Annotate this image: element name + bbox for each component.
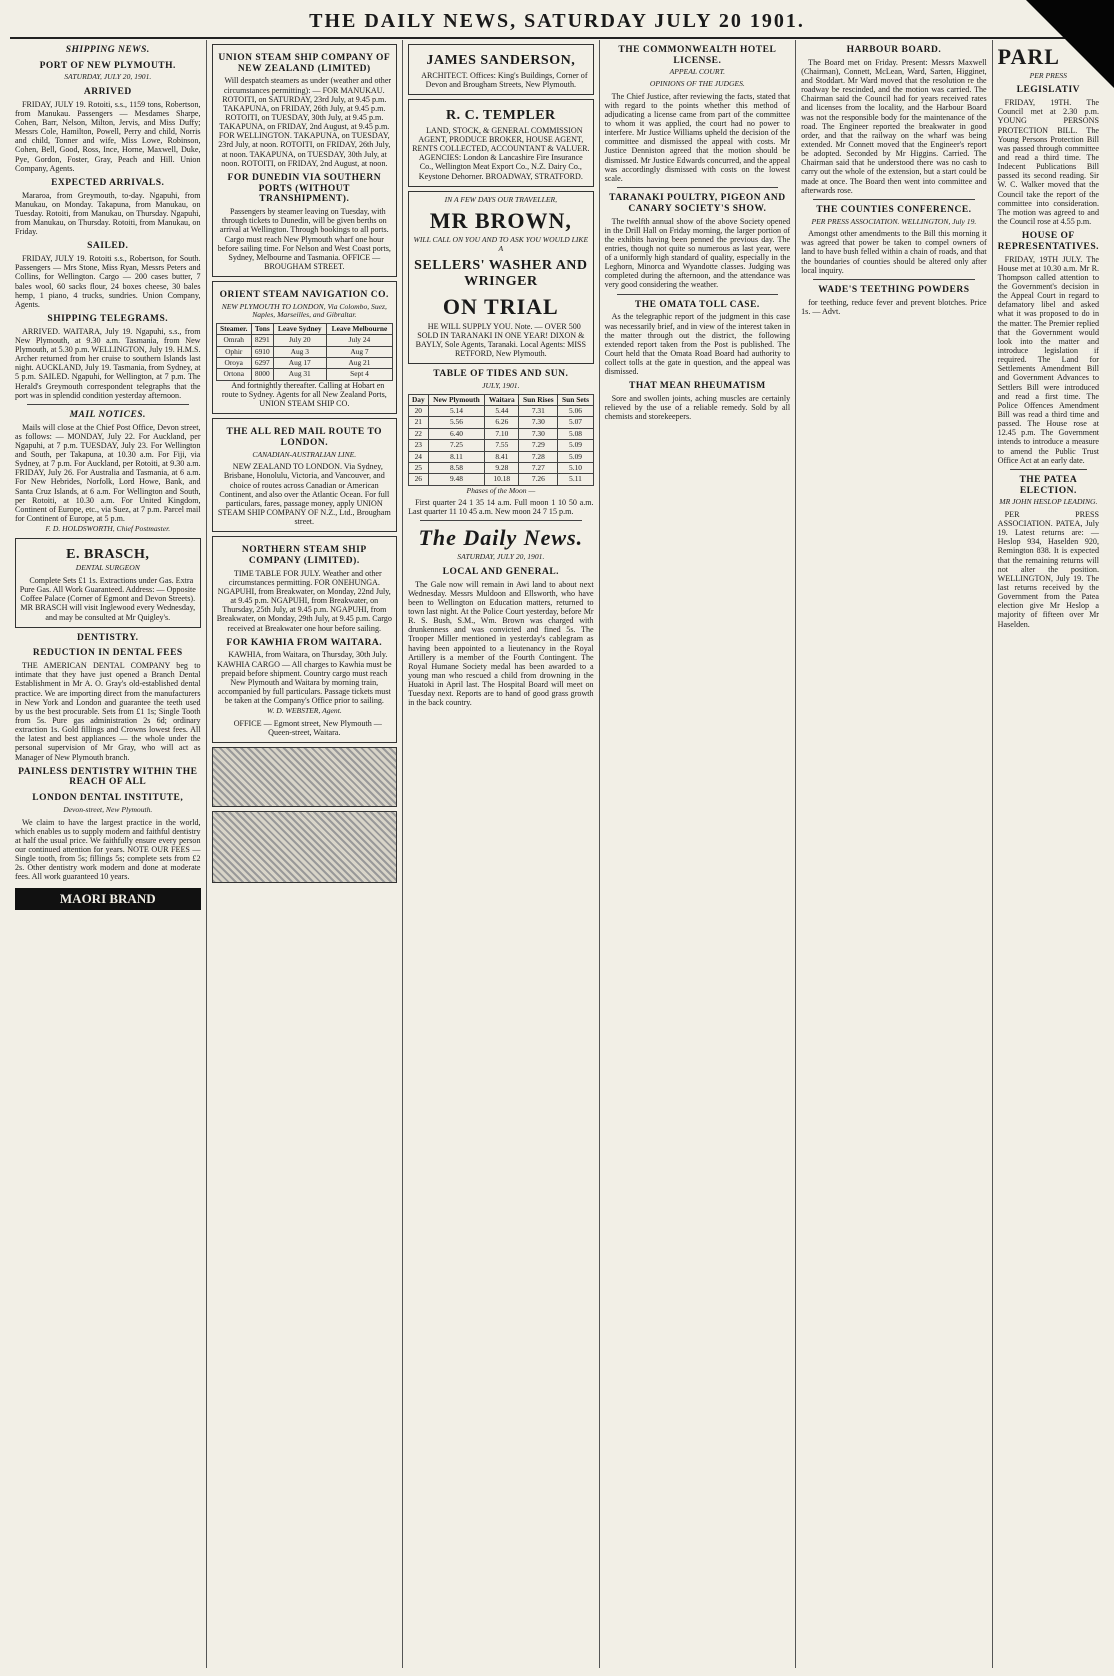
local-heading: LOCAL AND GENERAL. [442,566,560,577]
column-parliament [992,40,1104,1668]
kawhia-heading: FOR KAWHIA FROM WAITARA. [226,637,383,648]
table-cell: 10.18 [485,474,519,485]
patea-sub: MR JOHN HESLOP LEADING. [999,497,1098,507]
patea-text: PER PRESS ASSOCIATION. PATEA, July 19. Latest returns are: — Heslop 934, Haselden 920, Remington 838. It is expected that the remaining returns will not alter the position. WELLINGTON, July 19. The last returns received by the Government from the Patea election give Mr Heslop a majority of fifteen over Mr Haselden. [997,509,1099,629]
torn-corner [1026,0,1114,88]
sanderson-text: ARCHITECT. Offices: King's Buildings, Corner of Devon and Brougham Streets, New Plymouth. [421,70,588,89]
table-header: Leave Melbourne [326,323,392,334]
table-row [409,417,594,428]
tides-sub: JULY, 1901. [482,381,520,391]
table-cell: Ophir [216,346,251,357]
dentist-name: E. BRASCH, [66,546,150,562]
union-heading: UNION STEAM SHIP COMPANY OF NEW ZEALAND (LIMITED) [218,53,391,74]
table-cell: 7.27 [519,462,558,473]
table-cell: 5.07 [558,417,593,428]
templer-text: LAND, STOCK, & GENERAL COMMISSION AGENT, PRODUCE BROKER, HOUSE AGENT, RENTS COLLECTED, ACCOUNTANT & VALUER. AGENCIES: London & Lancashire Fire Insurance Co., Wellington Meat Export Co., N.Z. Dairy Co., Keystone Dehorner. BROADWAY, STRATFORD. [412,125,590,181]
mail-heading: MAIL NOTICES. [69,409,146,420]
table-cell: Omrah [216,335,251,346]
table-cell: 5.56 [428,417,485,428]
divider [420,520,582,521]
divider [813,279,975,280]
painless-heading: PAINLESS DENTISTRY WITHIN THE REACH OF ALL [18,766,198,788]
table-cell: July 20 [273,335,326,346]
telegrams-heading: SHIPPING TELEGRAMS. [47,313,169,324]
table-header: Steamer. [216,323,251,334]
table-cell: 5.09 [558,451,593,462]
house-text: FRIDAY, 19TH JULY. The House met at 10.30 a.m. Mr R. Thompson called attention to the Government's decision in the Appeal Court in regard to defamatory libel and asked what it was proposed to do in the matter. The Premier replied that the Government would look into the matter and introduce legislation if required. The Land for Settlements Amendment Bill and Government Advances to Settlers Bill were introduced and read a first time. The Police Offences Amendment Bill was read a third time and passed. The House rose at 12.45 p.m. The Government intends to introduce a measure to amend the Public Trust Office Act at an early date. [997,254,1099,465]
tides-table [408,394,594,486]
dentist-text: Complete Sets £1 1s. Extractions under Gas. Extra Pure Gas. All Work Guaranteed. Address: — Opposite Coffee Palace (Corner of Egmont and Devon Streets). MR BRASCH will visit Inglewood every Wednesday, and may be consulted at Mr Quigley's. [19,576,196,622]
table-header: New Plymouth [428,394,485,405]
table-row [409,451,594,462]
dentistry-sub: REDUCTION IN DENTAL FEES [32,648,183,659]
divider [617,294,779,295]
allred-sub: CANADIAN-AUSTRALIAN LINE. [252,449,357,459]
table-row [409,462,594,473]
institute-heading: LONDON DENTAL INSTITUTE, [32,793,184,804]
washer-ad [408,191,594,365]
tides-heading: TABLE OF TIDES AND SUN. [433,369,569,380]
table-cell: 5.09 [558,440,593,451]
wade-text: for teething, reduce fever and prevent blotches. Price 1s. — Advt. [801,297,987,316]
table-cell: July 24 [326,335,392,346]
table-cell: Aug 21 [326,358,392,369]
legislative-text: FRIDAY, 19TH. The Council met at 2.30 p.m. YOUNG PERSONS PROTECTION BILL. The Young Persons Protection Bill was passed through committee and read a third time. The Indecent Publications Bill passed its second reading. Sir W. C. Walker moved that the Council take the report of the committee into consideration. The motion was agreed to and the Council rose at 4.55 p.m. [997,98,1099,226]
sailed-text: FRIDAY, JULY 19. Rotoiti s.s., Robertson, for South. Passengers — Mrs Stone, Miss Ryan, Messrs Peters and Collins, for Wellington. Cargo — 200 cases butter, 7 bales wool, 60 sacks flour, 24 boxes cheese, 30 bales hemp, 1 piano, 4 trucks, sundries. Union Company, Agents. [15,254,201,309]
sanderson-ad [408,44,594,95]
brown-lead: IN A FEW DAYS OUR TRAVELLER, [444,194,558,204]
orient-ad [212,281,398,414]
trial-text: HE WILL SUPPLY YOU. Note. — OVER 500 SOLD IN TARANAKI IN ONE YEAR! DIXON & BAYLY, Sole Agents, Taranaki. Local Agents: MISS RETFORD, New Plymouth. [415,321,587,359]
orient-heading: ORIENT STEAM NAVIGATION CO. [219,290,389,301]
poultry-heading: TARANAKI POULTRY, PIGEON AND CANARY SOCIETY'S SHOW. [609,193,786,214]
local-text: The Gale now will remain in Awi land to about next Wednesday. Messrs Muldoon and Ellsworth, who have been to Wellington on Education matters, returned to town last night. At the Police Court yesterday, before Mr R. S. Bush, S.M., Wm. Brown was charged with drunkenness and was convicted and fined 5s. The Trooper Miller mentioned in yesterday's cablegram as having been appointed to a lieutenancy in the Royal Artillery is a member of the Fourth Contingent. The Royal Humane Society medal has been awarded to a young man who rescued a child from drowning in the Huatoki in April last. The Hospital Board will meet on Tuesday next. Reports are to hand of good grass growth in the back country. [408,579,594,708]
table-cell: Oroya [216,358,251,369]
table-row [216,346,393,357]
northern-ad [212,536,398,743]
postmaster: F. D. HOLDSWORTH, Chief Postmaster. [45,524,171,534]
brown-text: WILL CALL ON YOU AND TO ASK YOU WOULD LIKE A [413,235,589,253]
hotel-heading: THE COMMONWEALTH HOTEL LICENSE. [618,45,777,66]
arrived-text: FRIDAY, JULY 19. Rotoiti, s.s., 1159 tons, Robertson, from Manukau. Passengers — Mesdames Sharpe, Cohen, Barr, Nelson, Milton, Jervis, and Miss Duffy; Messrs Cole, Hamilton, Powell, Perry and child, Norris and child, Tonner and wife, Miss Lowe, Robinson, Cohen, Bell, Good, Ross, Ince, Horne, Maxwell, Duke, Pye, Gordon, Foster, Gray, Peach and Hill. Union Company, Agents. [15,99,201,173]
table-header: Waitara [485,394,519,405]
paper-date: SATURDAY, JULY 20, 1901. [457,552,545,562]
table-header: Sun Rises [519,394,558,405]
parliament-heading: PARL [997,44,1060,69]
shipping-heading: SHIPPING NEWS. [65,45,150,55]
expected-heading: EXPECTED ARRIVALS. [51,177,165,188]
table-cell: 7.25 [428,440,485,451]
table-row [409,474,594,485]
dentistry-text: THE AMERICAN DENTAL COMPANY beg to intimate that they have just opened a Branch Dental Establishment in Mr A. O. Gray's old-established dental practice. We are importing direct from the manufacturers in New York and London and guarantee the teeth used by us the best procurable. Sets from £1 1s; Single Tooth from 5s. Pure gas administration 2s 6d; ordinary extraction 1s. Gold fillings and Crowns lowest fees. All the latest and best appliances — the whole under the personal supervision of Mr Gray, who will act as Manager of New Plymouth branch. [15,661,201,762]
arrived-heading: ARRIVED [83,87,132,98]
brown-name: MR BROWN, [429,208,572,234]
omata-heading: THE OMATA TOLL CASE. [634,299,760,310]
table-header: Tons [251,323,273,334]
table-row [409,440,594,451]
northern-text: TIME TABLE FOR JULY. Weather and other circumstances permitting. FOR ONEHUNGA. NGAPUHI, from Breakwater, on Monday, 22nd July, at 9.45 p.m. NGAPUHI, from Breakwater, on Thursday, 25th July, at 9.45 p.m. NGAPUHI, from Breakwater, on Monday, 29th July, at 9.45 p.m. Cargo received at Breakwater one hour before sailing. [216,568,392,633]
masthead-rule [10,37,1104,39]
column-shipping [10,40,206,1668]
dunedin-text: Passengers by steamer leaving on Tuesday, with through tickets to Dunedin, will be given berths on arrival at Wellington. Through bookings to all ports. Cargo must reach New Plymouth wharf one hour before sailing time. For Nelson and West Coast ports, Sydney, Melbourne and Tasmania. OFFICE — BROUGHAM STREET. [217,207,391,271]
table-cell: 6297 [251,358,273,369]
masthead: THE DAILY NEWS, SATURDAY JULY 20 1901. [309,10,805,32]
table-cell: 9.28 [485,462,519,473]
wade-heading: WADE'S TEETHING POWDERS [818,284,970,295]
table-cell: 6910 [251,346,273,357]
allred-ad [212,418,398,532]
table-cell: 7.26 [519,474,558,485]
parliament-sub: PER PRESS [1029,70,1067,80]
telegrams-text: ARRIVED. WAITARA, July 19. Ngapuhi, s.s., from New Plymouth, at 9.30 a.m. Tasmania, from New Plymouth, at 5.30 p.m. WELLINGTON, July 19. H.M.S. Archer returned from her cruise to southern Islands last night. AUCKLAND, July 19. Tasmania, from Sydney, at 5 p.m. SAILED. Ngapuhi, for Wellington, at 7 p.m. The Herald's Greymouth correspondent telegraphs that the port was in splendid condition yesterday afternoon. [15,326,201,400]
port-heading: PORT OF NEW PLYMOUTH. [39,60,176,71]
table-cell: 7.30 [519,428,558,439]
table-cell: 8000 [251,369,273,380]
table-row [409,428,594,439]
kawhia-text: KAWHIA, from Waitara, on Thursday, 30th July. KAWHIA CARGO — All charges to Kawhia must be prepaid before shipment. Country cargo must reach New Plymouth and Waitara by morning train, accompanied by full particulars. Passage tickets must be taken at the Company's Office prior to sailing. [217,650,392,706]
table-cell: 7.10 [485,428,519,439]
conference-sub: PER PRESS ASSOCIATION. WELLINGTON, July 19. [811,216,977,226]
patea-heading: THE PATEA ELECTION. [1019,474,1078,496]
table-cell: 6.40 [428,428,485,439]
table-cell: Aug 7 [326,346,392,357]
orient-note: And fortnightly thereafter. Calling at Hobart en route to Sydney. Agents for all New Zealand Ports, UNION STEAM SHIP CO. [221,380,387,409]
trial-title: ON TRIAL [442,293,559,319]
column-ads-local [402,40,599,1668]
table-cell: Aug 3 [273,346,326,357]
table-cell: 21 [409,417,429,428]
dentistry-heading: DENTISTRY. [76,632,139,643]
table-row [216,335,393,346]
orient-sub: NEW PLYMOUTH TO LONDON, Via Colombo, Suez, Naples, Marseilles, and Gibraltar. [221,301,387,320]
table-cell: 5.10 [558,462,593,473]
columns [10,40,1104,1668]
table-header: Leave Sydney [273,323,326,334]
moon-text: First quarter 24 1 35 14 a.m. Full moon 1 10 50 a.m. Last quarter 11 10 45 a.m. New moon 24 7 15 p.m. [408,498,594,517]
table-cell: 5.44 [485,406,519,417]
table-cell: 7.30 [519,417,558,428]
divider [1010,469,1087,470]
shopfront-illustration [212,747,398,807]
legislative-heading: LEGISLATIV [1016,85,1081,96]
dentist-sub: DENTAL SURGEON [75,563,140,573]
table-cell: 5.06 [558,406,593,417]
hotel-sub2: OPINIONS OF THE JUDGES. [649,79,745,89]
column-harbour [795,40,992,1668]
column-steamers [206,40,403,1668]
table-cell: 25 [409,462,429,473]
table-cell: 23 [409,440,429,451]
dunedin-heading: FOR DUNEDIN VIA SOUTHERN PORTS (WITHOUT TRANSHIPMENT). [227,172,382,205]
table-cell: Aug 17 [273,358,326,369]
sanderson-heading: JAMES SANDERSON, [426,53,576,68]
union-text: Will despatch steamers as under (weather and other circumstances permitting): — FOR MANUKAU. ROTOITI, on SATURDAY, 23rd July, at 9.45 p.m. TAKAPUNA, on FRIDAY, 26th July, at 9.45 p.m. ROTOITI, on TUESDAY, 30th July, at 9.45 p.m. TAKAPUNA, on FRIDAY, 2nd August, at 9.45 p.m. FOR WELLINGTON. TAKAPUNA, on TUESDAY, 23rd July, at noon. ROTOITI, on FRIDAY, 26th July, at noon. TAKAPUNA, on TUESDAY, 30th July, at noon. ROTOITI, on FRIDAY, 2nd August, at noon. [218,76,392,168]
conference-text: Amongst other amendments to the Bill this morning it was agreed that power be taken to compel owners of land to have bush felled within a chain of roads, and that the boundaries of counties should be altered only after local inquiry. [801,229,987,275]
poultry-text: The twelfth annual show of the above Society opened in the Drill Hall on Friday morning, the larger portion of the exhibits having been penned the previous day. The entries, though not quite so numerous as last year, were of a uniformly high standard of quality, especially in the Leghorn, Minorca and Wyandotte classes. Judging was completed during the afternoon, and the attendance was very good considering the weather. [604,216,791,290]
templer-ad [408,99,594,187]
table-cell: 20 [409,406,429,417]
table-header: Day [409,394,429,405]
table-cell: 5.14 [428,406,485,417]
hotel-text: The Chief Justice, after reviewing the facts, stated that with regard to the points whether this method of adjudicating a license came from part of the committee to whom it was applied, the court had no power to interfere. Mr Justice Williams upheld the decision of the committee and dismissed the appeal with costs. Mr Justice Denniston agreed that the motion should be dismissed. Mr Justice Edwards concurred, and the appeal was accordingly dismissed with costs on the lowest scale. [604,91,791,183]
table-row [216,369,393,380]
table-cell: 6.26 [485,417,519,428]
office-text: OFFICE — Egmont street, New Plymouth — Queen-street, Waitara. [233,718,382,737]
table-header: Sun Sets [558,394,593,405]
table-cell: 26 [409,474,429,485]
table-cell: 8.11 [428,451,485,462]
allred-heading: THE ALL RED MAIL ROUTE TO LONDON. [226,427,383,448]
table-cell: 5.11 [558,474,593,485]
table-cell: 5.08 [558,428,593,439]
allred-text: NEW ZEALAND TO LONDON. Via Sydney, Brisbane, Honolulu, Victoria, and Vancouver, and choice of routes across Canadian or American Continent, and also over the Atlantic Ocean. For full particulars, fares, passage money, apply UNION STEAM SHIP COMPANY OF N.Z., Ltd., Brougham street. [217,462,391,527]
northern-heading: NORTHERN STEAM SHIP COMPANY (LIMITED). [241,545,367,566]
mail-text: Mails will close at the Chief Post Office, Devon street, as follows: — MONDAY, July 22. For Auckland, per Ngapuhi, at 7 p.m. TUESDAY, July 23. For Wellington and South, per Takapuna, at 10.30 a.m. For Fiji, via Sydney, at 7 p.m. For Auckland, per Rotoiti, at 9.30 a.m. FRIDAY, July 26. For Australia and Tasmania, at 6 a.m. For New Hebrides, Norfolk, Lord Howe, Bank, and Santa Cruz Islands, at 6 a.m. For Wellington and South, per Rotoiti, at 10.30 a.m. For United Kingdom, Continent of Europe, etc., via Suez, at 7 p.m. Parcel mail for Continent of Europe, at 5 p.m. [15,422,201,523]
table-row [216,358,393,369]
table-cell: 7.55 [485,440,519,451]
agent-name: W. D. WEBSTER, Agent. [266,706,342,716]
column-court [599,40,796,1668]
table-cell: Ortona [216,369,251,380]
shipping-date: SATURDAY, JULY 20, 1901. [64,72,152,82]
table-cell: Aug 31 [273,369,326,380]
orient-table [216,323,394,381]
omata-text: As the telegraphic report of the judgment in this case was necessarily brief, and in view of the interest taken in the matter through out the district, the following extended report taken from the Post is published. The Court held that the Omata Road Board had authority to collect tolls at the gate in question, and the appeal was dismissed. [604,312,791,377]
paper-title: The Daily News. [418,525,584,551]
table-cell: 22 [409,428,429,439]
rheumatism-heading: THAT MEAN RHEUMATISM [629,381,766,392]
institute-text: We claim to have the largest practice in the world, which enables us to supply modern and faithful dentistry at half the usual price. We faithfully ensure every person our continued attention for years. NOTE OUR FEES — Single tooth, from 5s; fillings 5s; complete sets from £2 2s. Other dentistry work modern and done at moderate fees. All work guaranteed 10 years. [15,817,201,882]
table-cell: 24 [409,451,429,462]
table-cell: 7.28 [519,451,558,462]
table-row [409,406,594,417]
moon-heading: Phases of the Moon — [466,485,536,495]
divider [617,187,779,188]
harbour-heading: HARBOUR BOARD. [846,45,942,55]
table-cell: 9.48 [428,474,485,485]
maori-brand-banner: MAORI BRAND [15,888,201,911]
institute-sub: Devon-street, New Plymouth. [63,804,153,814]
table-cell: 8.41 [485,451,519,462]
dentist-ad [15,538,201,628]
divider [27,404,189,405]
washer-title: SELLERS' WASHER AND WRINGER [414,258,588,290]
divider [813,199,975,200]
table-cell: 8.58 [428,462,485,473]
templer-heading: R. C. TEMPLER [445,108,556,124]
harbour-text: The Board met on Friday. Present: Messrs Maxwell (Chairman), Connett, McLean, Ward, Sarten, Higginet, and Stoddart. Mr Ward moved that the resolution re the roadway be rescinded, and the motion was carried. The Chairman said the Council had for years received rates and licenses from the locality, and the Harbour Board was not the responsible body for the maintenance of the road. The Engineer reported the breakwater in good order, and that the railway on the wharf was being extended. Mr Connett moved that the Engineer's report be adopted. Seconded by Mr Higgins. Carried. The Chairman said that he understood there was no cash to carry out the whole of the extension, but a start could be made at once. The Board then went into committee and afterwards rose. [801,57,987,195]
house-heading: HOUSE OF REPRESENTATIVES. [997,231,1100,252]
expected-text: Mararoa, from Greymouth, to-day. Ngapuhi, from Manukau, on Monday. Takapuna, from Manukau, on Tuesday. Rotoiti, from Manukau, on Thursday. Ngapuhi, from Manukau, on Thursday. Rotoiti, from Manukau, on Friday. [15,190,201,237]
union-ad [212,44,398,277]
advert-illustration [212,811,398,883]
table-cell: Sept 4 [326,369,392,380]
sailed-heading: SAILED. [87,241,129,252]
conference-heading: THE COUNTIES CONFERENCE. [816,204,972,215]
table-cell: 8291 [251,335,273,346]
table-cell: 7.29 [519,440,558,451]
hotel-sub: APPEAL COURT. [669,67,726,77]
rheumatism-text: Sore and swollen joints, aching muscles are certainly relieved by the use of a reliable remedy. Sold by all chemists and storekeepers. [604,394,791,422]
table-cell: 7.31 [519,406,558,417]
